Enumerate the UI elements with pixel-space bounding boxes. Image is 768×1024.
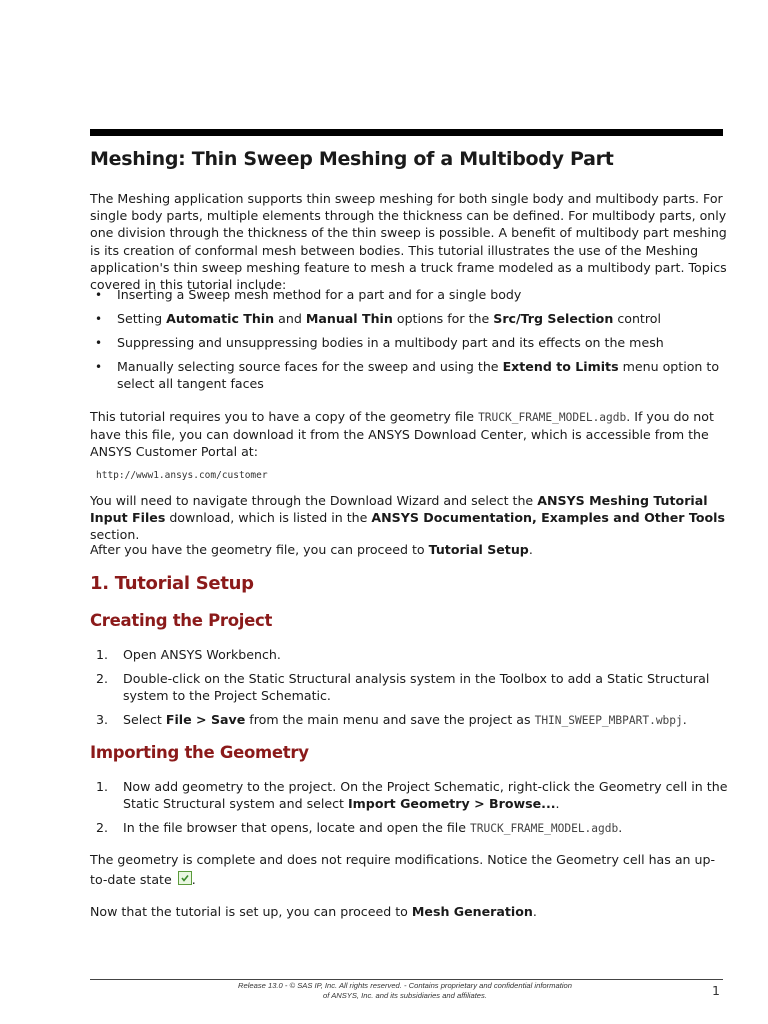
proceed-paragraph: After you have the geometry file, you can proceed to Tutorial Setup. bbox=[90, 542, 533, 557]
filename: THIN_SWEEP_MBPART.wbpj bbox=[534, 714, 683, 727]
list-item: 2. Double-click on the Static Structural analysis system in the Toolbox to add a Static Structural system to the Project Schematic. bbox=[96, 671, 710, 703]
intro-paragraph: The Meshing application supports thin sweep meshing for both single body and multibody parts. For single body parts, multiple elements through the thickness can be defined. For multibody parts, only one division through the thickness of the thin sweep is possible. A benefit of multibody part meshing is its creation of conformal mesh between bodies. This tutorial illustrates the use of the Meshing application's thin sweep meshing feature to mesh a truck frame modeled as a multibody part. Topics covered in this tutorial include: bbox=[90, 191, 727, 293]
filename: TRUCK_FRAME_MODEL.agdb bbox=[478, 411, 627, 424]
geometry-requirement-paragraph: This tutorial requires you to have a copy of the geometry file TRUCK_FRAME_MODEL.agdb. If you do not have this file, you can download it from the ANSYS Download Center, which is accessible from the ANSYS Customer Portal at: bbox=[90, 409, 714, 460]
tutorial-setup-link[interactable]: Tutorial Setup bbox=[428, 542, 529, 557]
list-item: 2. In the file browser that opens, locate and open the file TRUCK_FRAME_MODEL.agdb. bbox=[96, 820, 623, 835]
importing-steps bbox=[90, 778, 730, 844]
creating-steps bbox=[90, 646, 730, 736]
list-item: 3. Select File > Save from the main menu and save the project as THIN_SWEEP_MBPART.wbpj. bbox=[96, 712, 687, 727]
customer-portal-url[interactable]: http://www1.ansys.com/customer bbox=[96, 470, 268, 481]
subsection-heading-importing-geometry: Importing the Geometry bbox=[90, 743, 309, 762]
list-item: 1. Open ANSYS Workbench. bbox=[96, 647, 281, 662]
list-item: • Inserting a Sweep mesh method for a part and for a single body bbox=[95, 287, 522, 302]
bullet-icon: • bbox=[95, 288, 103, 302]
bullet-icon: • bbox=[95, 312, 103, 326]
footer-rule bbox=[90, 979, 723, 980]
section-heading-tutorial-setup: 1. Tutorial Setup bbox=[90, 573, 254, 594]
final-paragraph: Now that the tutorial is set up, you can proceed to Mesh Generation. bbox=[90, 904, 537, 919]
download-paragraph: You will need to navigate through the Download Wizard and select the ANSYS Meshing Tutorial Input Files download, which is listed in the ANSYS Documentation, Examples and Other Tools section. bbox=[90, 493, 725, 543]
list-item: 1. Now add geometry to the project. On the Project Schematic, right-click the Geometry cell in the Static Structural system and select Import Geometry > Browse.... bbox=[96, 779, 728, 811]
list-item: • Manually selecting source faces for the sweep and using the Extend to Limits menu option to select all tangent faces bbox=[95, 359, 720, 391]
footer-copyright: Release 13.0 - © SAS IP, Inc. All rights reserved. - Contains proprietary and confidential information of ANSYS, Inc. and its subsidiaries and affiliates. bbox=[238, 981, 572, 1000]
top-rule bbox=[90, 129, 723, 136]
subsection-heading-creating-project: Creating the Project bbox=[90, 611, 273, 630]
page-number: 1 bbox=[712, 983, 720, 998]
filename: TRUCK_FRAME_MODEL.agdb bbox=[470, 822, 619, 835]
geometry-complete-paragraph: The geometry is complete and does not require modifications. Notice the Geometry cell has an up-to-date state . bbox=[90, 852, 716, 887]
bullet-icon: • bbox=[95, 336, 103, 350]
up-to-date-check-icon bbox=[178, 871, 192, 885]
list-item: • Setting Automatic Thin and Manual Thin options for the Src/Trg Selection control bbox=[95, 311, 661, 326]
page-title: Meshing: Thin Sweep Meshing of a Multibody Part bbox=[90, 148, 614, 170]
topics-list bbox=[90, 287, 730, 400]
bullet-icon: • bbox=[95, 360, 103, 374]
list-item: • Suppressing and unsuppressing bodies in a multibody part and its effects on the mesh bbox=[95, 335, 664, 350]
mesh-generation-link[interactable]: Mesh Generation bbox=[411, 904, 533, 919]
